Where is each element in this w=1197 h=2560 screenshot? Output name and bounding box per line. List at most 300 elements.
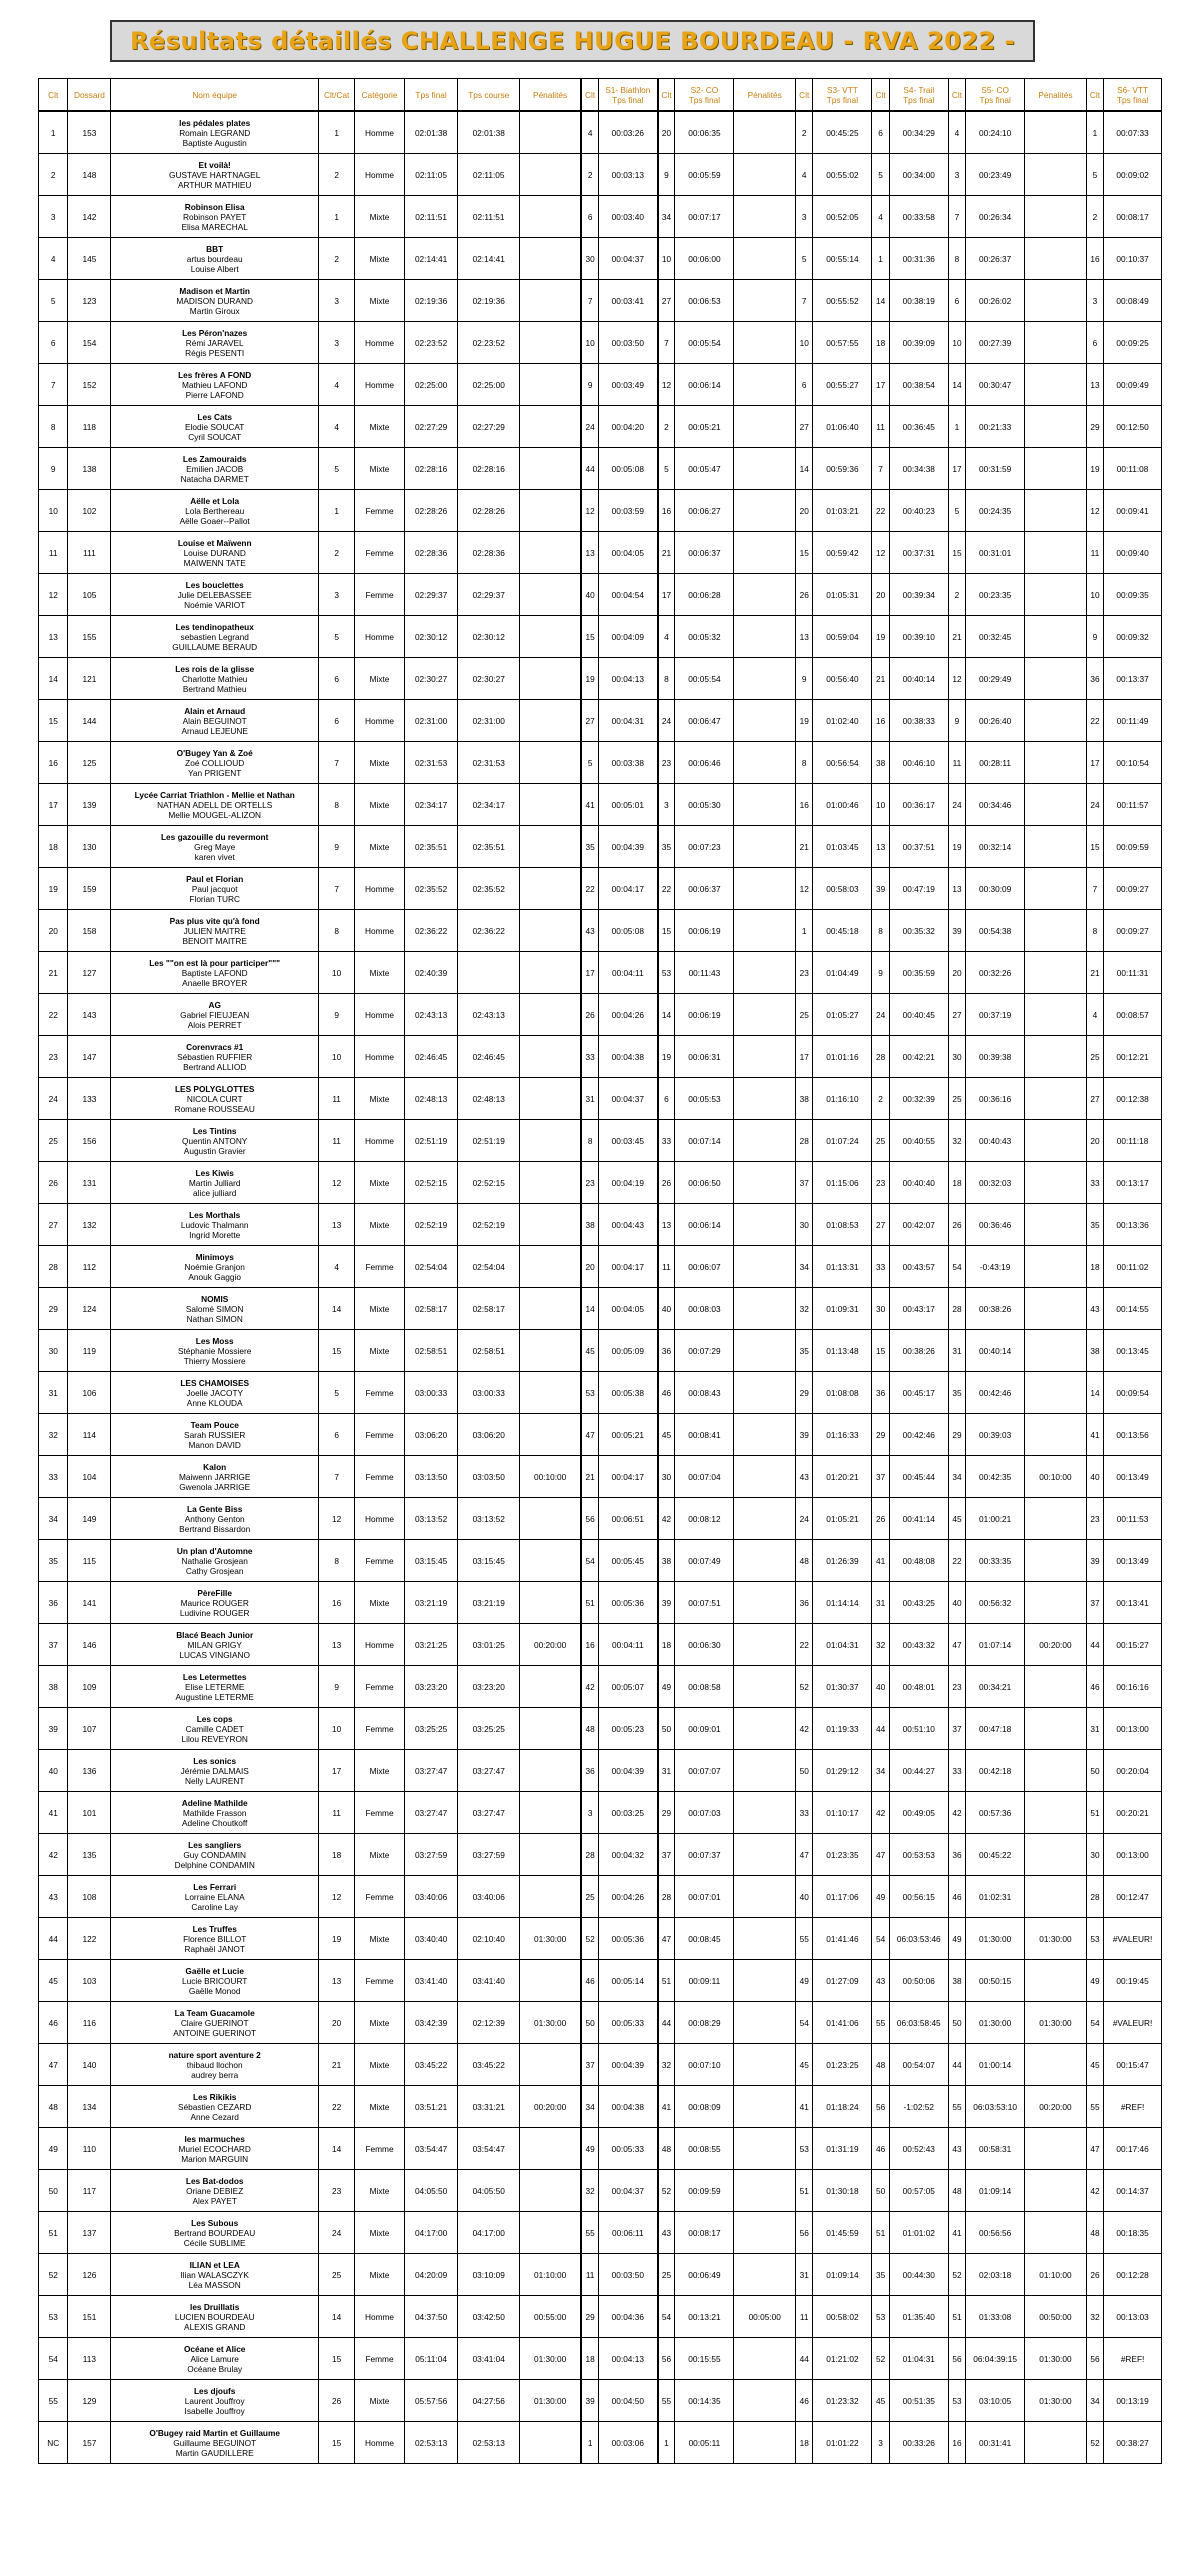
rank-cell: 46 (39, 2002, 68, 2044)
table-row (39, 280, 1162, 322)
s4-rank-cell: 4 (872, 196, 889, 238)
s5-penalty-cell (1025, 742, 1087, 784)
cat-rank-cell: 4 (319, 406, 355, 448)
member-name: Ludivine ROUGER (179, 1607, 250, 1618)
s5-penalty-cell (1025, 1414, 1087, 1456)
rank-cell: 7 (39, 364, 68, 406)
member-name: Sarah RUSSIER (184, 1429, 246, 1440)
penalty-cell (520, 238, 582, 280)
category-cell: Homme (355, 994, 405, 1036)
race-time-cell: 02:34:17 (458, 784, 520, 826)
category-cell: Mixte (355, 1204, 405, 1246)
team-name: O'Bugey Yan & Zoé (176, 747, 253, 758)
s2-rank-cell: 28 (658, 1876, 675, 1918)
bib-cell: 130 (68, 826, 111, 868)
s5-time-cell: 01:07:14 (966, 1624, 1025, 1666)
s2-penalty-cell (734, 322, 796, 364)
final-time-cell: 05:57:56 (404, 2380, 458, 2422)
s5-penalty-cell (1025, 2170, 1087, 2212)
rank-cell: 50 (39, 2170, 68, 2212)
s1-time-cell: 00:04:17 (599, 868, 658, 910)
s3-time-cell: 00:55:02 (813, 154, 872, 196)
team-name: Blacé Beach Junior (176, 1629, 254, 1640)
s2-time-cell: 00:06:37 (675, 868, 734, 910)
s4-rank-cell: 47 (872, 1834, 889, 1876)
cat-rank-cell: 15 (319, 2338, 355, 2380)
s2-penalty-cell (734, 406, 796, 448)
s1-time-cell: 00:05:23 (599, 1708, 658, 1750)
s5-rank-cell: 48 (948, 2170, 965, 2212)
s2-penalty-cell (734, 238, 796, 280)
s5-penalty-cell (1025, 2128, 1087, 2170)
s4-rank-cell: 43 (872, 1960, 889, 2002)
s5-time-cell: 00:40:43 (966, 1120, 1025, 1162)
s4-time-cell: 00:48:01 (889, 1666, 948, 1708)
s5-penalty-cell (1025, 952, 1087, 994)
s5-penalty-cell: 01:30:00 (1025, 1918, 1087, 1960)
penalty-cell (520, 910, 582, 952)
category-cell: Homme (355, 2422, 405, 2464)
cat-rank-cell: 17 (319, 1750, 355, 1792)
s5-rank-cell: 42 (948, 1792, 965, 1834)
s2-rank-cell: 43 (658, 2212, 675, 2254)
rank-cell: 12 (39, 574, 68, 616)
s2-time-cell: 00:05:47 (675, 448, 734, 490)
s3-rank-cell: 10 (796, 322, 813, 364)
race-time-cell: 03:42:50 (458, 2296, 520, 2338)
s5-time-cell: 00:28:11 (966, 742, 1025, 784)
s3-time-cell: 00:59:04 (813, 616, 872, 658)
s1-rank-cell: 3 (581, 1792, 598, 1834)
s6-rank-cell: 33 (1086, 1162, 1103, 1204)
s1-time-cell: 00:04:36 (599, 2296, 658, 2338)
team-name: La Gente Biss (187, 1503, 243, 1514)
table-row (39, 700, 1162, 742)
s2-rank-cell: 15 (658, 910, 675, 952)
s5-rank-cell: 6 (948, 280, 965, 322)
team-name: Les Moss (195, 1335, 234, 1346)
s4-time-cell: 00:43:57 (889, 1246, 948, 1288)
s2-rank-cell: 25 (658, 2254, 675, 2296)
s1-time-cell: 00:04:11 (599, 952, 658, 994)
member-name: Lorraine ELANA (184, 1891, 245, 1902)
s5-penalty-cell (1025, 322, 1087, 364)
s2-time-cell: 00:06:19 (675, 910, 734, 952)
s4-time-cell: 01:04:31 (889, 2338, 948, 2380)
s4-rank-cell: 9 (872, 952, 889, 994)
team-cell (111, 1414, 319, 1456)
column-header: Dossard (68, 79, 111, 112)
s6-rank-cell: 26 (1086, 2254, 1103, 2296)
s6-rank-cell: 8 (1086, 910, 1103, 952)
s5-rank-cell: 34 (948, 1456, 965, 1498)
s1-time-cell: 00:04:17 (599, 1246, 658, 1288)
team-cell (111, 952, 319, 994)
s1-time-cell: 00:03:26 (599, 111, 658, 154)
s4-time-cell: 00:34:38 (889, 448, 948, 490)
bib-cell: 140 (68, 2044, 111, 2086)
bib-cell: 114 (68, 1414, 111, 1456)
final-time-cell: 02:19:36 (404, 280, 458, 322)
member-name: Elisa MARECHAL (181, 221, 248, 232)
s1-time-cell: 00:05:38 (599, 1372, 658, 1414)
member-name: Nathan SIMON (186, 1313, 243, 1324)
team-name: Kalon (203, 1461, 227, 1472)
penalty-cell (520, 1750, 582, 1792)
s1-rank-cell: 19 (581, 658, 598, 700)
s6-time-cell: 00:13:00 (1104, 1708, 1162, 1750)
s6-rank-cell: 30 (1086, 1834, 1103, 1876)
table-row (39, 238, 1162, 280)
s3-time-cell: 01:06:40 (813, 406, 872, 448)
s6-rank-cell: 31 (1086, 1708, 1103, 1750)
team-name: Lycée Carriat Triathlon - Mellie et Nathan (134, 789, 295, 800)
team-name: Les bouclettes (185, 579, 244, 590)
member-name: Thierry Mossiere (183, 1355, 246, 1366)
s4-time-cell: 00:43:25 (889, 1582, 948, 1624)
cat-rank-cell: 11 (319, 1120, 355, 1162)
s2-time-cell: 00:05:54 (675, 322, 734, 364)
s2-penalty-cell (734, 1708, 796, 1750)
s3-rank-cell: 45 (796, 2044, 813, 2086)
s2-rank-cell: 17 (658, 574, 675, 616)
team-cell (111, 1666, 319, 1708)
s3-time-cell: 00:58:02 (813, 2296, 872, 2338)
cat-rank-cell: 6 (319, 700, 355, 742)
s1-time-cell: 00:03:41 (599, 280, 658, 322)
bib-cell: 101 (68, 1792, 111, 1834)
s3-time-cell: 00:55:14 (813, 238, 872, 280)
member-name: Nathalie Grosjean (181, 1555, 248, 1566)
s1-rank-cell: 45 (581, 1330, 598, 1372)
member-name: Lilou REVEYRON (181, 1733, 248, 1744)
s6-time-cell: 00:11:02 (1104, 1246, 1162, 1288)
s4-rank-cell: 50 (872, 2170, 889, 2212)
race-time-cell: 03:41:04 (458, 2338, 520, 2380)
race-time-cell: 03:45:22 (458, 2044, 520, 2086)
table-row (39, 1540, 1162, 1582)
s6-rank-cell: 23 (1086, 1498, 1103, 1540)
table-row (39, 2380, 1162, 2422)
s6-rank-cell: 5 (1086, 154, 1103, 196)
s2-penalty-cell (734, 658, 796, 700)
s2-rank-cell: 47 (658, 1918, 675, 1960)
penalty-cell (520, 1204, 582, 1246)
team-name: Aëlle et Lola (190, 495, 240, 506)
member-name: Nelly LAURENT (184, 1775, 245, 1786)
category-cell: Homme (355, 2296, 405, 2338)
s3-time-cell: 01:19:33 (813, 1708, 872, 1750)
s5-time-cell: 00:40:14 (966, 1330, 1025, 1372)
s3-time-cell: 01:03:21 (813, 490, 872, 532)
s5-time-cell: 00:37:19 (966, 994, 1025, 1036)
s5-rank-cell: 40 (948, 1582, 965, 1624)
final-time-cell: 02:11:51 (404, 196, 458, 238)
final-time-cell: 03:13:50 (404, 1456, 458, 1498)
s6-time-cell: 00:11:53 (1104, 1498, 1162, 1540)
category-cell: Mixte (355, 2170, 405, 2212)
team-cell (111, 1036, 319, 1078)
s5-penalty-cell (1025, 994, 1087, 1036)
results-table (38, 78, 1162, 2464)
member-name: MAIWENN TATE (183, 557, 246, 568)
team-cell (111, 1288, 319, 1330)
s5-time-cell: 00:31:59 (966, 448, 1025, 490)
final-time-cell: 04:20:09 (404, 2254, 458, 2296)
rank-cell: 39 (39, 1708, 68, 1750)
s1-time-cell: 00:05:45 (599, 1540, 658, 1582)
s5-rank-cell: 46 (948, 1876, 965, 1918)
s5-penalty-cell (1025, 574, 1087, 616)
team-cell (111, 1708, 319, 1750)
s6-rank-cell: 32 (1086, 2296, 1103, 2338)
final-time-cell: 02:28:16 (404, 448, 458, 490)
s5-rank-cell: 18 (948, 1162, 965, 1204)
member-name: Alex PAYET (192, 2195, 237, 2206)
member-name: Alain BEGUINOT (182, 715, 247, 726)
team-name: les pédales plates (179, 117, 251, 128)
s6-time-cell: 00:12:50 (1104, 406, 1162, 448)
team-cell (111, 868, 319, 910)
category-cell: Homme (355, 1624, 405, 1666)
final-time-cell: 03:51:21 (404, 2086, 458, 2128)
member-name: Charlotte Mathieu (181, 673, 248, 684)
s2-rank-cell: 2 (658, 406, 675, 448)
table-row (39, 1078, 1162, 1120)
table-row (39, 2002, 1162, 2044)
team-cell (111, 1792, 319, 1834)
rank-cell: 54 (39, 2338, 68, 2380)
s5-time-cell: 03:10:05 (966, 2380, 1025, 2422)
s2-rank-cell: 31 (658, 1750, 675, 1792)
final-time-cell: 02:53:13 (404, 2422, 458, 2464)
s5-rank-cell: 41 (948, 2212, 965, 2254)
category-cell: Mixte (355, 1582, 405, 1624)
s3-rank-cell: 12 (796, 868, 813, 910)
s1-time-cell: 00:04:05 (599, 1288, 658, 1330)
penalty-cell (520, 1876, 582, 1918)
table-row (39, 784, 1162, 826)
s4-time-cell: 00:33:58 (889, 196, 948, 238)
s2-time-cell: 00:06:37 (675, 532, 734, 574)
member-name: Gabriel FIEUJEAN (180, 1009, 250, 1020)
s2-rank-cell: 18 (658, 1624, 675, 1666)
bib-cell: 107 (68, 1708, 111, 1750)
bib-cell: 117 (68, 2170, 111, 2212)
s2-rank-cell: 49 (658, 1666, 675, 1708)
s6-rank-cell: 6 (1086, 322, 1103, 364)
s5-penalty-cell (1025, 196, 1087, 238)
s5-penalty-cell (1025, 1162, 1087, 1204)
table-row (39, 2296, 1162, 2338)
s2-rank-cell: 46 (658, 1372, 675, 1414)
s4-time-cell: 00:38:54 (889, 364, 948, 406)
cat-rank-cell: 5 (319, 448, 355, 490)
s3-rank-cell: 28 (796, 1120, 813, 1162)
s1-rank-cell: 4 (581, 111, 598, 154)
s1-rank-cell: 15 (581, 616, 598, 658)
s1-time-cell: 00:04:50 (599, 2380, 658, 2422)
s4-rank-cell: 33 (872, 1246, 889, 1288)
s2-rank-cell: 5 (658, 448, 675, 490)
cat-rank-cell: 3 (319, 322, 355, 364)
s5-rank-cell: 32 (948, 1120, 965, 1162)
s2-penalty-cell (734, 1750, 796, 1792)
s2-penalty-cell (734, 616, 796, 658)
s2-penalty-cell (734, 1666, 796, 1708)
s3-time-cell: 01:23:25 (813, 2044, 872, 2086)
penalty-cell: 00:10:00 (520, 1456, 582, 1498)
s3-time-cell: 00:45:18 (813, 910, 872, 952)
s6-rank-cell: 22 (1086, 700, 1103, 742)
member-name: alice julliard (193, 1187, 237, 1198)
s2-penalty-cell (734, 2002, 796, 2044)
cat-rank-cell: 7 (319, 742, 355, 784)
team-name: Robinson Elisa (184, 201, 245, 212)
column-header: Tps final (404, 79, 458, 112)
penalty-cell (520, 784, 582, 826)
s4-rank-cell: 16 (872, 700, 889, 742)
s4-rank-cell: 20 (872, 574, 889, 616)
s1-time-cell: 00:04:26 (599, 1876, 658, 1918)
rank-cell: 20 (39, 910, 68, 952)
s6-rank-cell: 29 (1086, 406, 1103, 448)
s1-rank-cell: 13 (581, 532, 598, 574)
s5-penalty-cell (1025, 658, 1087, 700)
s5-time-cell: 00:56:56 (966, 2212, 1025, 2254)
s2-rank-cell: 50 (658, 1708, 675, 1750)
s1-rank-cell: 32 (581, 2170, 598, 2212)
team-name: Les Rikikis (193, 2091, 237, 2102)
s3-rank-cell: 39 (796, 1414, 813, 1456)
s3-time-cell: 01:14:14 (813, 1582, 872, 1624)
rank-cell: 30 (39, 1330, 68, 1372)
team-name: ILIAN et LEA (189, 2259, 240, 2270)
s2-time-cell: 00:06:49 (675, 2254, 734, 2296)
rank-cell: 5 (39, 280, 68, 322)
bib-cell: 133 (68, 1078, 111, 1120)
final-time-cell: 02:48:13 (404, 1078, 458, 1120)
s1-rank-cell: 52 (581, 1918, 598, 1960)
s5-penalty-cell (1025, 448, 1087, 490)
cat-rank-cell: 24 (319, 2212, 355, 2254)
member-name: Augustine LETERME (175, 1691, 254, 1702)
final-time-cell: 02:29:37 (404, 574, 458, 616)
s5-rank-cell: 9 (948, 700, 965, 742)
member-name: Bertrand Bissardon (179, 1523, 251, 1534)
s5-time-cell: 00:23:49 (966, 154, 1025, 196)
s2-time-cell: 00:15:55 (675, 2338, 734, 2380)
member-name: Oriane DEBIEZ (186, 2185, 244, 2196)
team-cell (111, 700, 319, 742)
team-name: Les Letermettes (182, 1671, 247, 1682)
bib-cell: 118 (68, 406, 111, 448)
s4-time-cell: 00:54:07 (889, 2044, 948, 2086)
s1-time-cell: 00:03:50 (599, 322, 658, 364)
s5-penalty-cell (1025, 111, 1087, 154)
team-cell (111, 910, 319, 952)
category-cell: Mixte (355, 1750, 405, 1792)
s5-time-cell: 00:39:38 (966, 1036, 1025, 1078)
s4-time-cell: 00:52:43 (889, 2128, 948, 2170)
rank-cell: 51 (39, 2212, 68, 2254)
team-cell (111, 1876, 319, 1918)
penalty-cell: 01:30:00 (520, 2002, 582, 2044)
s4-time-cell: 00:37:31 (889, 532, 948, 574)
member-name: Mathilde Frasson (182, 1807, 247, 1818)
member-name: NATHAN ADELL DE ORTELLS (157, 799, 273, 810)
final-time-cell: 02:30:27 (404, 658, 458, 700)
s4-rank-cell: 51 (872, 2212, 889, 2254)
s2-time-cell: 00:08:29 (675, 2002, 734, 2044)
s6-time-cell: #REF! (1104, 2338, 1162, 2380)
member-name: Anouk Gaggio (188, 1271, 241, 1282)
s4-time-cell: 00:49:05 (889, 1792, 948, 1834)
member-name: ALEXIS GRAND (184, 2321, 246, 2332)
s6-rank-cell: 50 (1086, 1750, 1103, 1792)
member-name: Romain LEGRAND (179, 127, 251, 138)
final-time-cell: 02:43:13 (404, 994, 458, 1036)
s1-time-cell: 00:04:38 (599, 1036, 658, 1078)
s6-rank-cell: 10 (1086, 574, 1103, 616)
penalty-cell (520, 1960, 582, 2002)
s2-rank-cell: 38 (658, 1540, 675, 1582)
s5-time-cell: 00:36:16 (966, 1078, 1025, 1120)
s5-penalty-cell (1025, 1750, 1087, 1792)
race-time-cell: 03:21:19 (458, 1582, 520, 1624)
s6-rank-cell: 40 (1086, 1456, 1103, 1498)
s5-rank-cell: 11 (948, 742, 965, 784)
category-cell: Mixte (355, 1162, 405, 1204)
rank-cell: 15 (39, 700, 68, 742)
s5-penalty-cell: 01:30:00 (1025, 2338, 1087, 2380)
team-name: Et voilà! (198, 159, 231, 170)
race-time-cell: 03:15:45 (458, 1540, 520, 1582)
s3-rank-cell: 31 (796, 2254, 813, 2296)
s1-time-cell: 00:04:20 (599, 406, 658, 448)
team-name: La Team Guacamole (174, 2007, 255, 2018)
race-time-cell: 02:52:15 (458, 1162, 520, 1204)
s5-rank-cell: 38 (948, 1960, 965, 2002)
penalty-cell (520, 742, 582, 784)
s5-time-cell: 01:33:08 (966, 2296, 1025, 2338)
s6-time-cell: 00:09:54 (1104, 1372, 1162, 1414)
s2-time-cell: 00:05:30 (675, 784, 734, 826)
s6-rank-cell: 28 (1086, 1876, 1103, 1918)
rank-cell: 18 (39, 826, 68, 868)
member-name: Bertrand BOURDEAU (174, 2227, 256, 2238)
s3-rank-cell: 41 (796, 2086, 813, 2128)
s6-time-cell: #VALEUR! (1104, 2002, 1162, 2044)
s5-time-cell: 01:09:14 (966, 2170, 1025, 2212)
s4-time-cell: 00:44:27 (889, 1750, 948, 1792)
s6-time-cell: 00:11:57 (1104, 784, 1162, 826)
category-cell: Mixte (355, 952, 405, 994)
s5-rank-cell: 12 (948, 658, 965, 700)
race-time-cell: 02:01:38 (458, 111, 520, 154)
rank-cell: 29 (39, 1288, 68, 1330)
penalty-cell (520, 2212, 582, 2254)
cat-rank-cell: 9 (319, 994, 355, 1036)
s2-rank-cell: 20 (658, 111, 675, 154)
bib-cell: 125 (68, 742, 111, 784)
s2-time-cell: 00:05:54 (675, 658, 734, 700)
member-name: Louise DURAND (183, 547, 246, 558)
s5-penalty-cell (1025, 1330, 1087, 1372)
s1-rank-cell: 55 (581, 2212, 598, 2254)
s4-time-cell: 00:44:30 (889, 2254, 948, 2296)
race-time-cell: 02:27:29 (458, 406, 520, 448)
